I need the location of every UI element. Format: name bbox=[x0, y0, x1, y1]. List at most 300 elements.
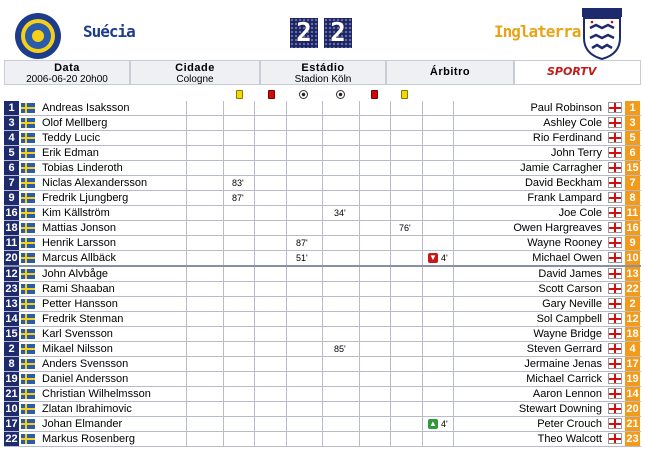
column-divider bbox=[254, 342, 255, 356]
table-row bbox=[4, 432, 641, 447]
column-divider bbox=[359, 297, 360, 311]
away-player-name: Peter Crouch bbox=[537, 417, 602, 430]
column-divider bbox=[322, 267, 323, 281]
away-player-number: 7 bbox=[625, 176, 640, 190]
home-player-number: 4 bbox=[4, 131, 19, 145]
city-box bbox=[130, 60, 260, 85]
column-divider bbox=[390, 191, 391, 205]
column-divider bbox=[453, 357, 454, 371]
column-divider bbox=[422, 191, 423, 205]
home-player-number: 15 bbox=[5, 327, 18, 340]
column-divider bbox=[254, 206, 255, 220]
column-divider bbox=[186, 417, 187, 431]
home-player-number: 1 bbox=[4, 101, 19, 115]
column-divider bbox=[322, 282, 323, 296]
column-divider bbox=[223, 372, 224, 386]
column-divider bbox=[286, 297, 287, 311]
home-player-name: Petter Hansson bbox=[42, 297, 118, 310]
column-divider bbox=[223, 206, 224, 220]
event-minute: 85' bbox=[334, 343, 346, 354]
home-player-name: Niclas Alexandersson bbox=[42, 177, 148, 190]
away-player-number: 9 bbox=[625, 236, 640, 250]
column-divider bbox=[286, 101, 287, 115]
england-flag-icon bbox=[608, 207, 622, 218]
column-divider bbox=[254, 221, 255, 235]
column-divider bbox=[322, 161, 323, 175]
away-player-name: Scott Carson bbox=[538, 282, 602, 295]
away-player-name: Owen Hargreaves bbox=[513, 222, 602, 235]
england-flag-icon bbox=[608, 222, 622, 233]
england-fa-crest-icon bbox=[580, 8, 624, 60]
match-info-bar bbox=[4, 60, 641, 85]
away-player-name: David Beckham bbox=[524, 177, 602, 190]
yellow-card-icon bbox=[236, 90, 243, 99]
column-divider bbox=[422, 297, 423, 311]
column-divider bbox=[223, 402, 224, 416]
column-divider bbox=[223, 116, 224, 130]
column-divider bbox=[422, 372, 423, 386]
column-divider bbox=[422, 402, 423, 416]
home-player-name: Markus Rosenberg bbox=[42, 433, 135, 446]
away-player-number: 19 bbox=[626, 372, 639, 385]
column-divider bbox=[390, 101, 391, 115]
away-player-name: Wayne Bridge bbox=[533, 327, 602, 340]
away-player-number: 11 bbox=[626, 207, 639, 220]
column-divider bbox=[322, 221, 323, 235]
home-player-number: 14 bbox=[5, 312, 18, 325]
column-divider bbox=[286, 176, 287, 190]
referee-box bbox=[386, 60, 514, 85]
home-player-number: 22 bbox=[5, 433, 18, 446]
home-player-name: Christian Wilhelmsson bbox=[42, 387, 151, 400]
column-divider bbox=[453, 387, 454, 401]
column-divider bbox=[322, 146, 323, 160]
table-row bbox=[4, 402, 641, 417]
column-divider bbox=[453, 206, 454, 220]
table-row bbox=[4, 251, 641, 266]
column-divider bbox=[322, 357, 323, 371]
column-divider bbox=[223, 251, 224, 265]
column-divider bbox=[322, 206, 323, 220]
column-divider bbox=[223, 312, 224, 326]
column-divider bbox=[422, 327, 423, 341]
england-flag-icon bbox=[608, 102, 622, 113]
table-row bbox=[4, 357, 641, 372]
column-divider bbox=[422, 176, 423, 190]
home-player-number: 16 bbox=[5, 207, 18, 220]
column-divider bbox=[422, 161, 423, 175]
goal-icon bbox=[336, 90, 345, 99]
column-divider bbox=[453, 267, 454, 281]
column-divider bbox=[186, 176, 187, 190]
sweden-flag-icon bbox=[21, 389, 35, 399]
column-divider bbox=[359, 432, 360, 446]
away-player-name: Rio Ferdinand bbox=[532, 132, 602, 145]
column-divider bbox=[186, 297, 187, 311]
broadcaster-logo: SPORTV bbox=[547, 65, 597, 78]
column-divider bbox=[359, 131, 360, 145]
sweden-flag-icon bbox=[21, 344, 35, 354]
home-player-name: Zlatan Ibrahimovic bbox=[42, 402, 132, 415]
home-player-name: Andreas Isaksson bbox=[42, 102, 130, 114]
event-minute: 87' bbox=[296, 238, 308, 249]
column-divider bbox=[422, 387, 423, 401]
stadium-label: Estádio bbox=[301, 62, 345, 74]
away-player-name: Aaron Lennon bbox=[532, 387, 602, 400]
column-divider bbox=[422, 146, 423, 160]
away-player-number: 5 bbox=[625, 131, 640, 145]
england-flag-icon bbox=[608, 117, 622, 128]
column-divider bbox=[223, 327, 224, 341]
column-divider bbox=[254, 267, 255, 281]
sweden-flag-icon bbox=[21, 253, 35, 263]
england-flag-icon bbox=[608, 132, 622, 143]
table-row bbox=[4, 206, 641, 221]
column-divider bbox=[286, 387, 287, 401]
column-divider bbox=[186, 402, 187, 416]
home-team-name: Suécia bbox=[83, 22, 135, 41]
column-divider bbox=[186, 327, 187, 341]
away-player-name: Paul Robinson bbox=[530, 102, 602, 114]
column-divider bbox=[390, 221, 391, 235]
home-player-name: Teddy Lucic bbox=[42, 132, 101, 145]
home-player-name: Erik Edman bbox=[42, 147, 99, 160]
column-divider bbox=[453, 191, 454, 205]
column-divider bbox=[390, 251, 391, 265]
column-divider bbox=[186, 342, 187, 356]
away-player-number: 17 bbox=[626, 357, 639, 370]
column-divider bbox=[453, 342, 454, 356]
column-divider bbox=[286, 206, 287, 220]
away-player-name: Wayne Rooney bbox=[527, 237, 602, 250]
home-player-name: Marcus Allbäck bbox=[42, 252, 116, 265]
column-divider bbox=[286, 146, 287, 160]
england-flag-icon bbox=[608, 403, 622, 414]
england-flag-icon bbox=[608, 237, 622, 248]
column-divider bbox=[286, 161, 287, 175]
column-divider bbox=[453, 327, 454, 341]
sweden-flag-icon bbox=[21, 374, 35, 384]
column-divider bbox=[390, 372, 391, 386]
sweden-flag-icon bbox=[21, 329, 35, 339]
table-row bbox=[4, 327, 641, 342]
column-divider bbox=[322, 372, 323, 386]
home-player-name: Mattias Jonson bbox=[42, 222, 116, 235]
column-divider bbox=[453, 161, 454, 175]
column-divider bbox=[286, 191, 287, 205]
home-player-name: Mikael Nilsson bbox=[42, 342, 113, 355]
column-divider bbox=[322, 236, 323, 250]
home-player-name: Daniel Andersson bbox=[42, 372, 129, 385]
column-divider bbox=[359, 146, 360, 160]
away-player-number: 1 bbox=[625, 101, 640, 115]
column-divider bbox=[254, 297, 255, 311]
sweden-fa-crest-icon bbox=[14, 12, 62, 60]
column-divider bbox=[286, 372, 287, 386]
column-divider bbox=[286, 236, 287, 250]
column-divider bbox=[359, 251, 360, 265]
away-player-number: 16 bbox=[626, 222, 639, 235]
column-divider bbox=[322, 176, 323, 190]
home-player-name: Tobias Linderoth bbox=[42, 162, 123, 175]
away-player-name: Sol Campbell bbox=[536, 312, 602, 325]
column-divider bbox=[186, 236, 187, 250]
column-divider bbox=[322, 101, 323, 115]
away-player-name: Michael Owen bbox=[532, 252, 602, 265]
column-divider bbox=[322, 387, 323, 401]
england-flag-icon bbox=[608, 433, 622, 444]
sweden-flag-icon bbox=[21, 103, 35, 113]
column-divider bbox=[186, 387, 187, 401]
column-divider bbox=[359, 372, 360, 386]
column-divider bbox=[223, 342, 224, 356]
city-label: Cidade bbox=[175, 62, 215, 74]
away-player-name: David James bbox=[538, 267, 602, 280]
column-divider bbox=[422, 101, 423, 115]
column-divider bbox=[286, 116, 287, 130]
away-player-name: Jamie Carragher bbox=[520, 162, 602, 175]
column-divider bbox=[286, 417, 287, 431]
column-divider bbox=[322, 327, 323, 341]
column-divider bbox=[390, 116, 391, 130]
home-player-number: 19 bbox=[5, 372, 18, 385]
away-player-number: 22 bbox=[626, 282, 639, 295]
away-player-number: 10 bbox=[626, 252, 639, 265]
column-divider bbox=[254, 236, 255, 250]
away-player-number: 6 bbox=[625, 146, 640, 160]
home-player-name: Rami Shaaban bbox=[42, 282, 115, 295]
column-divider bbox=[186, 357, 187, 371]
column-divider bbox=[422, 206, 423, 220]
away-player-name: Steven Gerrard bbox=[526, 342, 602, 355]
sweden-flag-icon bbox=[21, 434, 35, 444]
sweden-flag-icon bbox=[21, 118, 35, 128]
event-minute: 87' bbox=[232, 193, 244, 204]
sweden-flag-icon bbox=[21, 133, 35, 143]
column-divider bbox=[223, 357, 224, 371]
column-divider bbox=[422, 251, 423, 265]
table-row bbox=[4, 312, 641, 327]
england-flag-icon bbox=[608, 162, 622, 173]
england-flag-icon bbox=[608, 343, 622, 354]
sweden-flag-icon bbox=[21, 359, 35, 369]
table-row bbox=[4, 297, 641, 312]
stadium-box bbox=[260, 60, 386, 85]
table-row bbox=[4, 161, 641, 176]
column-divider bbox=[286, 402, 287, 416]
home-player-number: 11 bbox=[5, 237, 18, 250]
column-divider bbox=[223, 161, 224, 175]
home-player-number: 18 bbox=[5, 222, 18, 235]
column-divider bbox=[286, 267, 287, 281]
table-row bbox=[4, 131, 641, 146]
home-player-number: 3 bbox=[4, 116, 19, 130]
column-divider bbox=[390, 176, 391, 190]
home-player-name: John Alvbåge bbox=[42, 267, 109, 280]
column-divider bbox=[254, 116, 255, 130]
home-player-name: Johan Elmander bbox=[42, 417, 123, 430]
column-divider bbox=[254, 101, 255, 115]
date-label: Data bbox=[54, 62, 80, 74]
column-divider bbox=[322, 432, 323, 446]
column-divider bbox=[186, 432, 187, 446]
away-player-number: 3 bbox=[625, 116, 640, 130]
column-divider bbox=[453, 236, 454, 250]
home-player-number: 2 bbox=[4, 342, 19, 356]
column-divider bbox=[390, 282, 391, 296]
column-divider bbox=[422, 357, 423, 371]
sweden-flag-icon bbox=[21, 193, 35, 203]
column-divider bbox=[286, 221, 287, 235]
column-divider bbox=[422, 417, 423, 431]
home-player-name: Anders Svensson bbox=[42, 357, 129, 370]
column-divider bbox=[422, 236, 423, 250]
column-divider bbox=[390, 236, 391, 250]
column-divider bbox=[254, 357, 255, 371]
column-divider bbox=[254, 131, 255, 145]
england-flag-icon bbox=[608, 328, 622, 339]
away-player-number: 23 bbox=[626, 433, 639, 446]
away-player-number: 14 bbox=[626, 387, 639, 400]
table-row bbox=[4, 342, 641, 357]
column-divider bbox=[359, 236, 360, 250]
column-divider bbox=[186, 101, 187, 115]
home-player-number: 10 bbox=[5, 402, 18, 415]
away-team-name: Inglaterra bbox=[494, 22, 581, 41]
column-divider bbox=[322, 312, 323, 326]
england-flag-icon bbox=[608, 313, 622, 324]
table-row bbox=[4, 101, 641, 116]
column-divider bbox=[223, 221, 224, 235]
column-divider bbox=[286, 131, 287, 145]
column-divider bbox=[223, 236, 224, 250]
table-row bbox=[4, 146, 641, 161]
column-divider bbox=[254, 146, 255, 160]
column-divider bbox=[390, 357, 391, 371]
column-divider bbox=[359, 267, 360, 281]
table-row bbox=[4, 176, 641, 191]
sweden-flag-icon bbox=[21, 419, 35, 429]
away-player-name: Michael Carrick bbox=[526, 372, 602, 385]
column-divider bbox=[422, 342, 423, 356]
england-flag-icon bbox=[608, 283, 622, 294]
column-divider bbox=[223, 146, 224, 160]
column-divider bbox=[223, 387, 224, 401]
match-header bbox=[0, 0, 645, 62]
column-divider bbox=[453, 146, 454, 160]
city-value: Cologne bbox=[176, 74, 214, 85]
column-divider bbox=[223, 297, 224, 311]
column-divider bbox=[422, 312, 423, 326]
column-divider bbox=[390, 146, 391, 160]
column-divider bbox=[254, 282, 255, 296]
home-player-number: 6 bbox=[4, 161, 19, 175]
table-row bbox=[4, 116, 641, 131]
column-divider bbox=[286, 327, 287, 341]
yellow-card-icon bbox=[401, 90, 408, 99]
away-player-number: 15 bbox=[626, 162, 639, 175]
red-card-icon bbox=[268, 90, 275, 99]
sweden-flag-icon bbox=[21, 208, 35, 218]
event-minute: 34' bbox=[334, 208, 346, 219]
england-flag-icon bbox=[608, 268, 622, 279]
away-player-number: 12 bbox=[626, 312, 639, 325]
sweden-flag-icon bbox=[21, 178, 35, 188]
column-divider bbox=[453, 282, 454, 296]
column-divider bbox=[359, 387, 360, 401]
column-divider bbox=[286, 357, 287, 371]
column-divider bbox=[453, 417, 454, 431]
column-divider bbox=[359, 176, 360, 190]
date-value: 2006-06-20 20h00 bbox=[26, 74, 108, 85]
column-divider bbox=[254, 251, 255, 265]
column-divider bbox=[186, 146, 187, 160]
home-player-name: Karl Svensson bbox=[42, 327, 113, 340]
event-minute: 83' bbox=[232, 178, 244, 189]
column-divider bbox=[453, 101, 454, 115]
sweden-flag-icon bbox=[21, 238, 35, 248]
column-divider bbox=[359, 312, 360, 326]
column-divider bbox=[186, 221, 187, 235]
table-row bbox=[4, 282, 641, 297]
column-divider bbox=[359, 101, 360, 115]
substitution-minute: 4' bbox=[441, 253, 448, 264]
column-divider bbox=[223, 191, 224, 205]
away-player-name: Gary Neville bbox=[542, 297, 602, 310]
column-divider bbox=[286, 312, 287, 326]
column-divider bbox=[322, 131, 323, 145]
column-divider bbox=[390, 402, 391, 416]
england-flag-icon bbox=[608, 192, 622, 203]
column-divider bbox=[390, 342, 391, 356]
column-divider bbox=[322, 297, 323, 311]
column-divider bbox=[286, 251, 287, 265]
away-player-name: Frank Lampard bbox=[527, 192, 602, 205]
lineup-table bbox=[4, 101, 641, 447]
home-player-name: Kim Källström bbox=[42, 207, 110, 220]
referee-label: Árbitro bbox=[429, 66, 471, 78]
column-divider bbox=[322, 417, 323, 431]
column-divider bbox=[223, 417, 224, 431]
sweden-flag-icon bbox=[21, 284, 35, 294]
column-divider bbox=[453, 131, 454, 145]
red-card-icon bbox=[371, 90, 378, 99]
stadium-value: Stadion Köln bbox=[294, 74, 352, 85]
broadcaster-box bbox=[514, 60, 641, 85]
column-divider bbox=[390, 267, 391, 281]
england-flag-icon bbox=[608, 298, 622, 309]
column-divider bbox=[422, 282, 423, 296]
sweden-flag-icon bbox=[21, 299, 35, 309]
column-divider bbox=[186, 282, 187, 296]
column-divider bbox=[254, 161, 255, 175]
column-divider bbox=[359, 417, 360, 431]
home-player-number: 8 bbox=[4, 357, 19, 371]
england-flag-icon bbox=[608, 418, 622, 429]
column-divider bbox=[359, 402, 360, 416]
column-divider bbox=[453, 372, 454, 386]
home-player-number: 5 bbox=[4, 146, 19, 160]
column-divider bbox=[390, 327, 391, 341]
column-divider bbox=[359, 357, 360, 371]
column-divider bbox=[223, 131, 224, 145]
home-player-name: Henrik Larsson bbox=[42, 237, 116, 250]
column-divider bbox=[359, 116, 360, 130]
table-row bbox=[4, 267, 641, 282]
column-divider bbox=[254, 327, 255, 341]
home-player-name: Fredrik Ljungberg bbox=[42, 192, 129, 205]
date-box bbox=[4, 60, 130, 85]
